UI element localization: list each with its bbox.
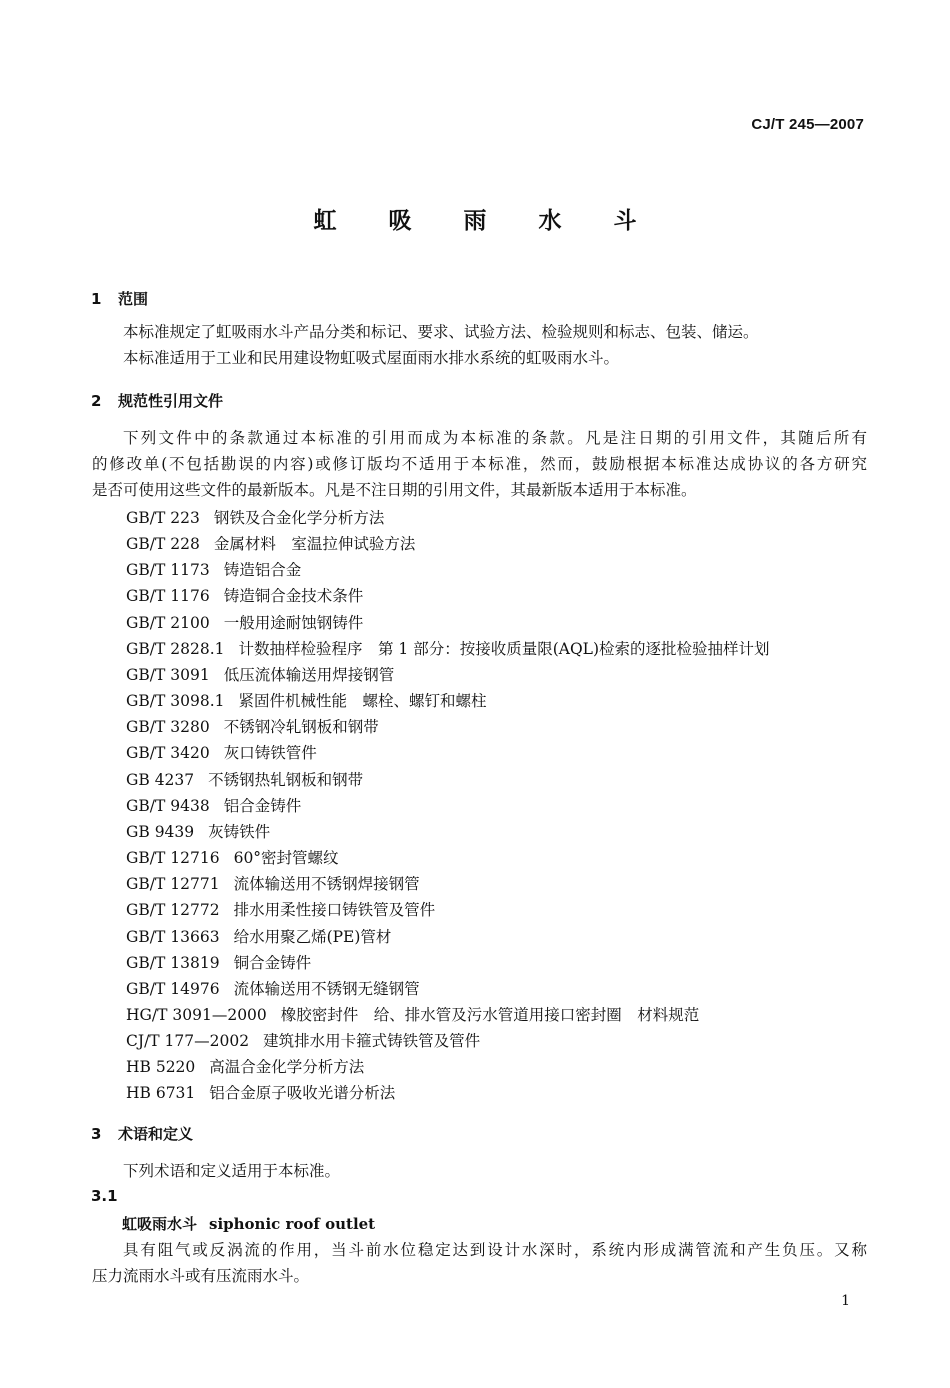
reference-code: GB/T 13663 bbox=[126, 927, 220, 946]
reference-code: GB/T 3280 bbox=[126, 718, 210, 737]
reference-item bbox=[126, 740, 866, 766]
term-name-en: siphonic roof outlet bbox=[209, 1215, 376, 1233]
section-title: 规范性引用文件 bbox=[118, 392, 224, 410]
standard-code: CJ/T 245—2007 bbox=[751, 116, 864, 133]
section-number: 1 bbox=[91, 290, 102, 308]
reference-item bbox=[126, 976, 866, 1002]
reference-code: GB/T 3420 bbox=[126, 744, 210, 763]
paragraph-line: 是否可使用这些文件的最新版本。凡是不注日期的引用文件，其最新版本适用于本标准。 bbox=[92, 481, 697, 499]
reference-item bbox=[126, 557, 866, 583]
reference-title: 铝合金铸件 bbox=[223, 796, 302, 815]
reference-code: GB 4237 bbox=[126, 770, 195, 789]
reference-code: GB/T 9438 bbox=[126, 796, 210, 815]
section-2-intro bbox=[92, 425, 867, 503]
reference-code: GB/T 1173 bbox=[126, 561, 210, 580]
reference-item bbox=[126, 662, 866, 688]
definition-line: 压力流雨水斗或有压流雨水斗。 bbox=[92, 1267, 310, 1285]
reference-item bbox=[126, 845, 866, 871]
section-1-body bbox=[92, 319, 867, 371]
reference-title: 计数抽样检验程序 第 1 部分：按接收质量限(AQL)检索的逐批检验抽样计划 bbox=[238, 639, 770, 658]
reference-item bbox=[126, 950, 866, 976]
reference-item bbox=[126, 1002, 866, 1028]
reference-title: 灰铸铁件 bbox=[208, 822, 271, 841]
reference-title: 钢铁及合金化学分析方法 bbox=[213, 509, 385, 527]
reference-title: 建筑排水用卡箍式铸铁管及管件 bbox=[263, 1032, 481, 1051]
reference-item bbox=[126, 767, 866, 793]
reference-title: 铜合金铸件 bbox=[233, 953, 312, 972]
reference-code: GB/T 3098.1 bbox=[126, 692, 225, 711]
reference-item bbox=[126, 897, 866, 923]
reference-title: 金属材料 室温拉伸试验方法 bbox=[213, 535, 416, 554]
reference-title: 流体输送用不锈钢无缝钢管 bbox=[233, 979, 420, 998]
paragraph: 本标准规定了虹吸雨水斗产品分类和标记、要求、试验方法、检验规则和标志、包装、储运。 bbox=[123, 323, 759, 341]
paragraph-line: 下列文件中的条款通过本标准的引用而成为本标准的条款。凡是注日期的引用文件，其随后所有 bbox=[123, 429, 867, 447]
reference-title: 流体输送用不锈钢焊接钢管 bbox=[233, 875, 420, 894]
document-title: 虹 吸 雨 水 斗 bbox=[313, 208, 659, 234]
section-2-heading bbox=[91, 390, 223, 411]
reference-item bbox=[126, 924, 866, 950]
reference-title: 低压流体输送用焊接钢管 bbox=[223, 665, 395, 684]
reference-code: GB/T 3091 bbox=[126, 665, 210, 684]
reference-code: GB/T 2100 bbox=[126, 613, 210, 632]
reference-item bbox=[126, 714, 866, 740]
page-number: 1 bbox=[841, 1293, 850, 1309]
reference-title: 铸造铝合金 bbox=[223, 561, 302, 580]
section-number: 3 bbox=[91, 1125, 102, 1143]
reference-title: 高温合金化学分析方法 bbox=[209, 1058, 365, 1077]
term-name bbox=[122, 1213, 375, 1234]
reference-item bbox=[126, 688, 866, 714]
reference-item bbox=[126, 1028, 866, 1054]
reference-item bbox=[126, 505, 866, 531]
reference-item bbox=[126, 583, 866, 609]
reference-code: GB/T 228 bbox=[126, 535, 200, 554]
reference-code: HB 5220 bbox=[126, 1058, 196, 1077]
section-number: 2 bbox=[91, 392, 102, 410]
reference-item bbox=[126, 531, 866, 557]
section-title: 范围 bbox=[118, 290, 149, 308]
reference-code: GB/T 12771 bbox=[126, 875, 220, 894]
term-definition bbox=[92, 1237, 867, 1289]
reference-item bbox=[126, 819, 866, 845]
definition-line: 具有阻气或反涡流的作用，当斗前水位稳定达到设计水深时，系统内形成满管流和产生负压。又称 bbox=[123, 1241, 867, 1259]
reference-item bbox=[126, 1054, 866, 1080]
reference-item bbox=[126, 636, 866, 662]
reference-item bbox=[126, 871, 866, 897]
reference-title: 紧固件机械性能 螺栓、螺钉和螺柱 bbox=[238, 692, 487, 711]
reference-code: GB/T 1176 bbox=[126, 587, 210, 606]
section-1-heading bbox=[91, 288, 148, 309]
reference-title: 排水用柔性接口铸铁管及管件 bbox=[233, 901, 436, 920]
paragraph-line: 的修改单(不包括勘误的内容)或修订版均不适用于本标准，然而，鼓励根据本标准达成协议的各方研究 bbox=[92, 455, 867, 473]
reference-item bbox=[126, 793, 866, 819]
reference-code: GB/T 13819 bbox=[126, 953, 220, 972]
reference-title: 给水用聚乙烯(PE)管材 bbox=[233, 927, 392, 946]
reference-item bbox=[126, 610, 866, 636]
reference-title: 不锈钢冷轧钢板和钢带 bbox=[223, 718, 379, 737]
reference-title: 不锈钢热轧钢板和钢带 bbox=[208, 770, 364, 789]
reference-code: GB/T 12772 bbox=[126, 901, 220, 920]
reference-title: 一般用途耐蚀钢铸件 bbox=[223, 613, 364, 632]
term-name-zh: 虹吸雨水斗 bbox=[122, 1215, 198, 1233]
reference-title: 橡胶密封件 给、排水管及污水管道用接口密封圈 材料规范 bbox=[280, 1005, 700, 1024]
paragraph: 下列术语和定义适用于本标准。 bbox=[123, 1162, 341, 1180]
section-3-intro bbox=[92, 1158, 867, 1184]
term-number: 3.1 bbox=[91, 1187, 118, 1205]
section-title: 术语和定义 bbox=[118, 1125, 194, 1143]
paragraph: 本标准适用于工业和民用建设物虹吸式屋面雨水排水系统的虹吸雨水斗。 bbox=[123, 349, 620, 367]
reference-code: GB/T 12716 bbox=[126, 849, 220, 868]
reference-code: GB/T 14976 bbox=[126, 979, 220, 998]
reference-item bbox=[126, 1080, 866, 1106]
reference-title: 铝合金原子吸收光谱分析法 bbox=[209, 1084, 396, 1103]
reference-code: GB/T 2828.1 bbox=[126, 639, 225, 658]
reference-code: GB/T 223 bbox=[126, 509, 200, 527]
section-3-heading bbox=[91, 1123, 193, 1144]
reference-code: HG/T 3091—2000 bbox=[126, 1005, 267, 1024]
reference-code: CJ/T 177—2002 bbox=[126, 1032, 250, 1051]
reference-code: HB 6731 bbox=[126, 1084, 196, 1103]
reference-title: 铸造铜合金技术条件 bbox=[223, 587, 364, 606]
normative-references-list bbox=[126, 505, 866, 1107]
reference-title: 灰口铸铁管件 bbox=[223, 744, 317, 763]
reference-code: GB 9439 bbox=[126, 822, 195, 841]
reference-title: 60°密封管螺纹 bbox=[233, 849, 339, 868]
